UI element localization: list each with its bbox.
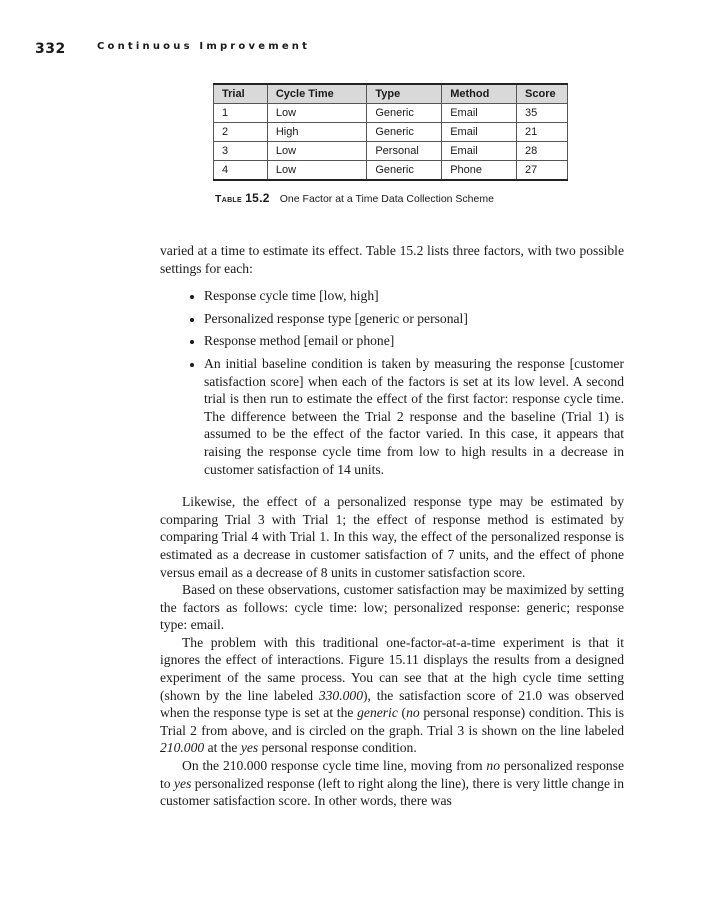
table-cell: Email xyxy=(442,104,517,123)
paragraph-interactions: The problem with this traditional one-factor-at-a-time experiment is that it ignores the effect of interactions. Figure 15.11 displays the results from a designed experiment of the same process. You can see that at the high cycle time setting (shown by the line labeled 330.000), the satisfaction score of 21.0 was observed when the response type is set at the generic (no personal response) condition. This is Trial 2 from above, and is circled on the graph. Trial 3 is shown on the line labeled 210.000 at the yes personal response condition. xyxy=(160,634,624,756)
table-cell: Email xyxy=(442,123,517,142)
table-cell: 2 xyxy=(214,123,268,142)
table-header-row xyxy=(214,84,568,104)
running-title: Continuous Improvement xyxy=(97,41,311,52)
list-item: • An initial baseline condition is taken by measuring the response [customer satisfaction score] when each of the factors is set at its low level. A second trial is then run to estimate the effect of the first factor: response cycle time. The difference between the Trial 2 response and the baseline (Trial 1) is assumed to be the effect of the factor varied. In this case, it appears that raising the response cycle time from low to high results in a decrease in customer satisfaction of 14 units. xyxy=(204,355,624,478)
table-row xyxy=(214,123,568,142)
caption-prefix: Table xyxy=(215,193,242,205)
list-item: • Personalized response type [generic or personal] xyxy=(204,310,624,328)
table-row xyxy=(214,142,568,161)
paragraph-cycle-time-line: On the 210.000 response cycle time line, moving from no personalized response to yes personalized response (left to right along the line), there is very little change in customer satisfaction score. In other words, there was xyxy=(160,758,624,809)
table-cell: Generic xyxy=(367,123,442,142)
table-cell: Low xyxy=(267,142,366,161)
column-header-type: Type xyxy=(367,84,442,104)
column-header-method: Method xyxy=(442,84,517,104)
factor-list xyxy=(160,287,624,478)
table-cell: 35 xyxy=(517,104,568,123)
caption-label xyxy=(215,193,270,205)
paragraph-effects: Likewise, the effect of a personalized response type may be estimated by comparing Trial 3 with Trial 1; the effect of response method is estimated by comparing Trial 4 with Trial 1. In this way, the effect of the personalized response is estimated as a decrease in customer satisfaction of 7 units, and the effect of phone versus email as a decrease of 8 units in customer satisfaction score. xyxy=(160,494,624,580)
table-cell: Generic xyxy=(367,104,442,123)
paragraph-observations: Based on these observations, customer satisfaction may be maximized by setting the factors as follows: cycle time: low; personalized response: generic; response type: email. xyxy=(160,582,624,633)
table-cell: Low xyxy=(267,161,366,181)
table-cell: 4 xyxy=(214,161,268,181)
list-item: • Response method [email or phone] xyxy=(204,332,624,350)
list-item: • Response cycle time [low, high] xyxy=(204,287,624,305)
caption-number: 15.2 xyxy=(245,191,270,205)
table-cell: 1 xyxy=(214,104,268,123)
table-cell: Email xyxy=(442,142,517,161)
table-cell: Low xyxy=(267,104,366,123)
table-cell: 21 xyxy=(517,123,568,142)
body-text xyxy=(160,242,624,810)
page-header xyxy=(35,38,311,57)
table-cell: 28 xyxy=(517,142,568,161)
page-number: 332 xyxy=(35,41,66,57)
table-cell: 3 xyxy=(214,142,268,161)
table-caption xyxy=(215,191,494,205)
table-row xyxy=(214,161,568,181)
table-cell: Generic xyxy=(367,161,442,181)
intro-paragraph: varied at a time to estimate its effect. Table 15.2 lists three factors, with two possible settings for each: xyxy=(160,243,624,276)
column-header-trial: Trial xyxy=(214,84,268,104)
column-header-score: Score xyxy=(517,84,568,104)
column-header-cycle-time: Cycle Time xyxy=(267,84,366,104)
table-cell: Phone xyxy=(442,161,517,181)
table-cell: 27 xyxy=(517,161,568,181)
caption-text: One Factor at a Time Data Collection Scheme xyxy=(279,193,494,205)
table-row xyxy=(214,104,568,123)
data-table xyxy=(213,83,568,181)
table-cell: Personal xyxy=(367,142,442,161)
table-cell: High xyxy=(267,123,366,142)
